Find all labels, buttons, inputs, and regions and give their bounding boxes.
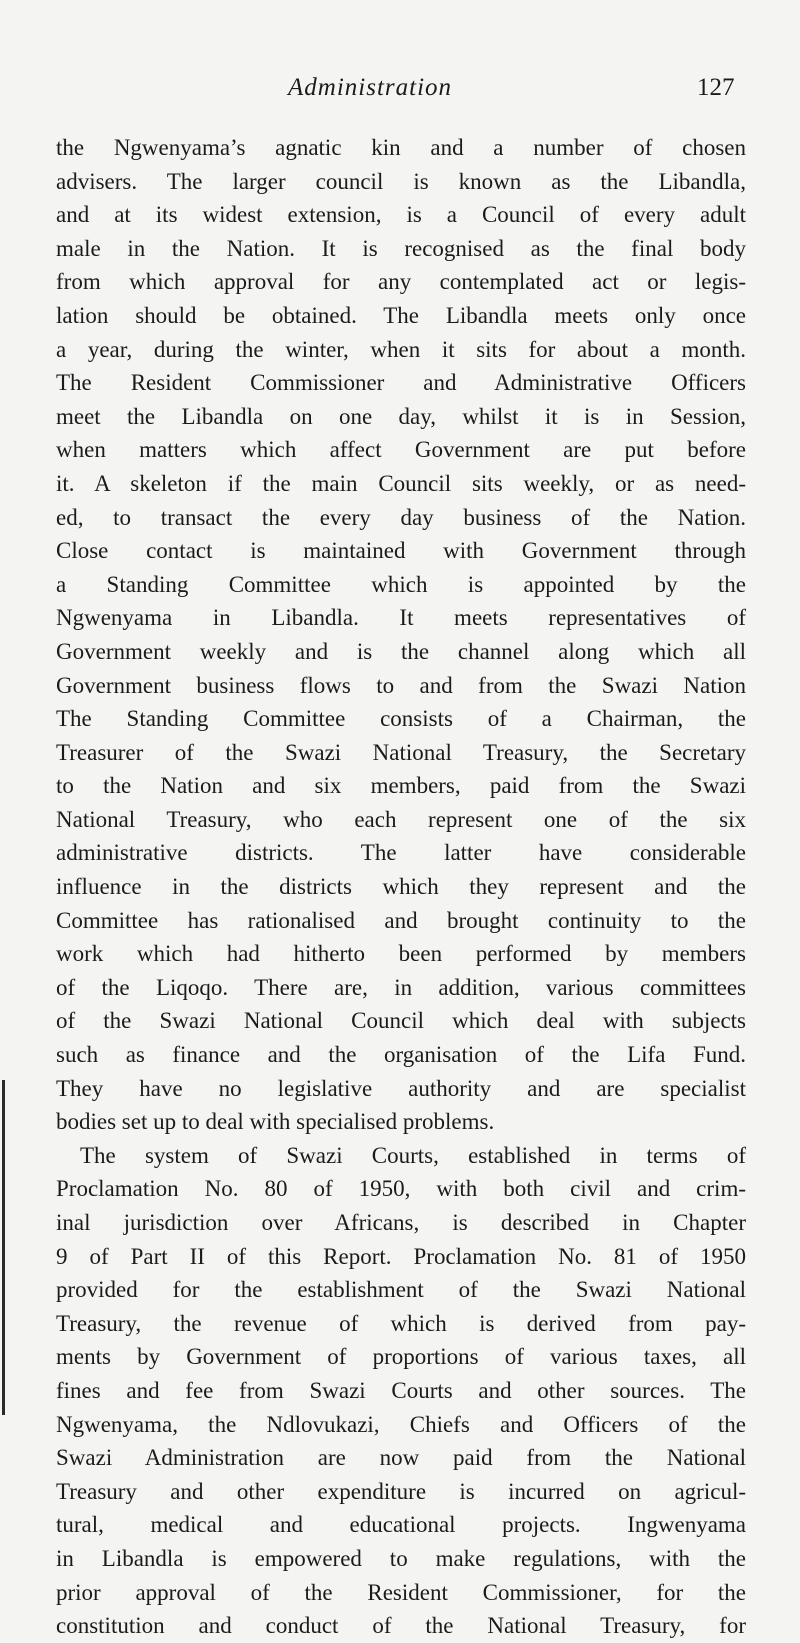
- text-line: meet the Libandla on one day, whilst it is in Session,: [56, 403, 746, 429]
- text-line: They have no legislative authority and are specialist: [56, 1075, 746, 1101]
- text-line: The system of Swazi Courts, established in terms of: [80, 1142, 746, 1168]
- text-line: work which had hitherto been performed by members: [56, 941, 746, 967]
- text-line: Close contact is maintained with Government through: [56, 538, 746, 564]
- text-line: advisers. The larger council is known as the Libandla,: [56, 168, 746, 194]
- body-text: [56, 131, 746, 1643]
- text-line: Treasury and other expenditure is incurred on agricul-: [56, 1478, 746, 1504]
- text-line: male in the Nation. It is recognised as the final body: [56, 235, 746, 261]
- text-line: Committee has rationalised and brought continuity to the: [56, 907, 746, 933]
- page-number: 127: [697, 74, 735, 101]
- text-line: Ngwenyama in Libandla. It meets representatives of: [56, 605, 746, 631]
- text-line: ments by Government of proportions of various taxes, all: [56, 1344, 746, 1370]
- text-line: Treasurer of the Swazi National Treasury, the Secretary: [56, 739, 746, 765]
- text-line: of the Swazi National Council which deal with subjects: [56, 1008, 746, 1034]
- text-line: it. A skeleton if the main Council sits weekly, or as need-: [56, 470, 746, 496]
- text-line: administrative districts. The latter have considerable: [56, 840, 746, 866]
- text-line: of the Liqoqo. There are, in addition, various committees: [56, 974, 746, 1000]
- text-line: fines and fee from Swazi Courts and other sources. The: [56, 1377, 746, 1403]
- running-title: Administration: [288, 74, 453, 101]
- text-line: Ngwenyama, the Ndlovukazi, Chiefs and Officers of the: [56, 1411, 746, 1437]
- text-line: ed, to transact the every day business of the Nation.: [56, 504, 746, 530]
- margin-rule: [2, 1080, 5, 1415]
- text-line: a Standing Committee which is appointed by the: [56, 571, 746, 597]
- text-line: influence in the districts which they represent and the: [56, 874, 746, 900]
- text-line: in Libandla is empowered to make regulations, with the: [56, 1545, 746, 1571]
- text-line: to the Nation and six members, paid from the Swazi: [56, 773, 746, 799]
- text-line: 9 of Part II of this Report. Proclamation No. 81 of 1950: [56, 1243, 746, 1269]
- text-line: tural, medical and educational projects. Ingwenyama: [56, 1512, 746, 1538]
- text-line: bodies set up to deal with specialised problems.: [56, 1109, 495, 1135]
- text-line: when matters which affect Government are put before: [56, 437, 746, 463]
- text-line: Swazi Administration are now paid from the National: [56, 1445, 746, 1471]
- text-line: from which approval for any contemplated act or legis-: [56, 269, 746, 295]
- text-line: such as finance and the organisation of the Lifa Fund.: [56, 1042, 746, 1068]
- text-line: and at its widest extension, is a Council of every adult: [56, 202, 746, 228]
- text-line: inal jurisdiction over Africans, is described in Chapter: [56, 1210, 746, 1235]
- text-line: provided for the establishment of the Swazi National: [56, 1277, 746, 1303]
- text-line: the Ngwenyama’s agnatic kin and a number of chosen: [56, 135, 746, 160]
- text-line: The Resident Commissioner and Administrative Officers: [56, 370, 746, 396]
- text-line: prior approval of the Resident Commissioner, for the: [56, 1579, 746, 1605]
- text-line: Treasury, the revenue of which is derived from pay-: [56, 1310, 746, 1336]
- text-line: a year, during the winter, when it sits for about a month.: [56, 336, 746, 362]
- text-line: National Treasury, who each represent one of the six: [56, 806, 746, 832]
- text-line: lation should be obtained. The Libandla meets only once: [56, 302, 746, 328]
- text-line: Government weekly and is the channel along which all: [56, 638, 746, 664]
- text-line: Government business flows to and from the Swazi Nation: [56, 672, 746, 698]
- text-line: Proclamation No. 80 of 1950, with both civil and crim-: [56, 1176, 746, 1202]
- text-line: The Standing Committee consists of a Chairman, the: [56, 706, 746, 732]
- page-header: [0, 74, 800, 114]
- text-line: constitution and conduct of the National Treasury, for: [56, 1613, 746, 1639]
